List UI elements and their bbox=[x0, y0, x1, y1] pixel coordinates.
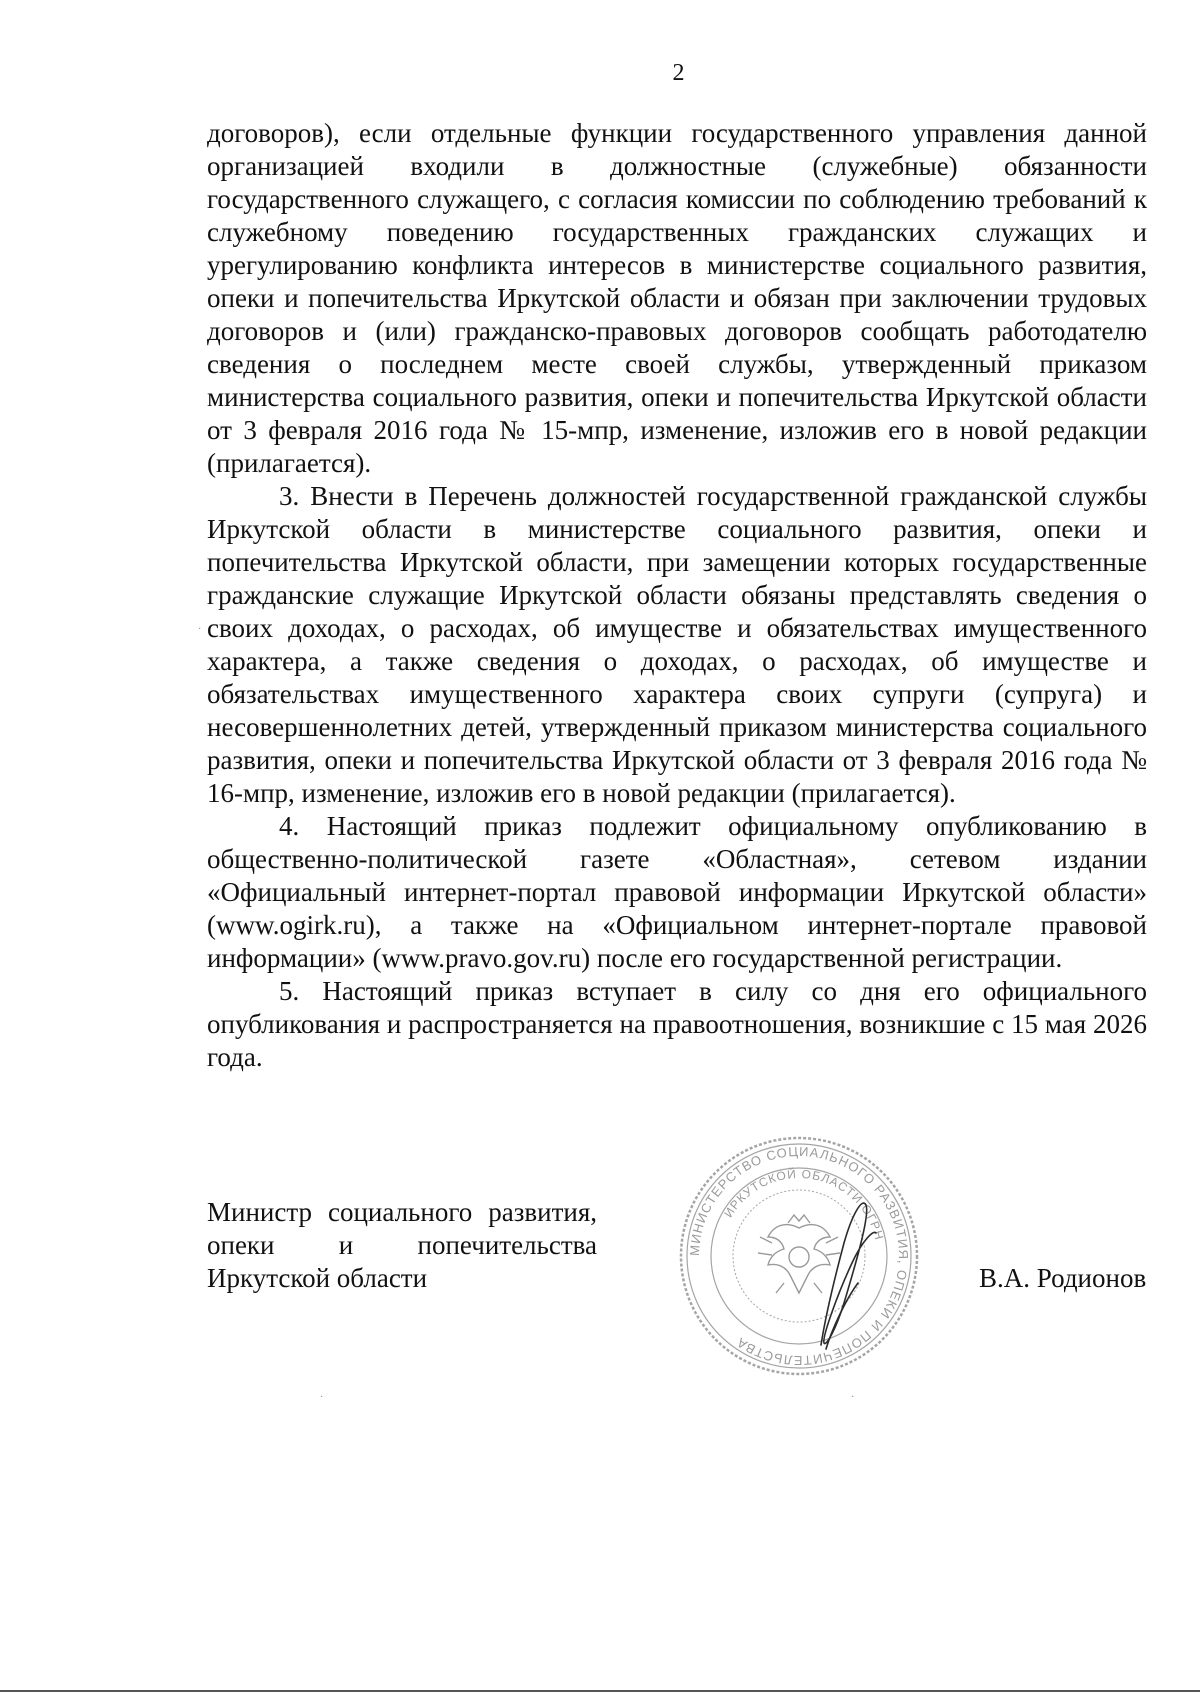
paragraph-item-5: 5. Настоящий приказ вступает в силу со дня его официального опубликования и распространяется на правоотношения, возникшие с 15 мая 2026 года. bbox=[207, 976, 1147, 1072]
paragraph-item-3: 3. Внести в Перечень должностей государственной гражданской службы Иркутской области в министерстве социального развития, опеки и попечительства Иркутской области, при замещении которых государственные гражданские служащие Иркутской области обязаны представлять сведения о своих доходах, о расходах, об имуществе и обязательствах имущественного характера, а также сведения о доходах, о расходах, об имуществе и обязательствах имущественного характера своих супруги (супруга) и несовершеннолетних детей, утвержденный приказом министерства социального развития, опеки и попечительства Иркутской области от 3 февраля 2016 года № 16-мпр, изменение, изложив его в новой редакции (прилагается). bbox=[207, 481, 1147, 808]
scan-speck: · bbox=[198, 624, 202, 635]
page-bottom-edge bbox=[0, 1690, 1200, 1692]
official-seal bbox=[676, 1133, 922, 1379]
signatory-title-line: Иркутской области bbox=[207, 1263, 428, 1293]
page-number: 2 bbox=[672, 60, 685, 86]
document-body bbox=[207, 117, 1147, 1074]
scan-speck: · bbox=[851, 1392, 855, 1403]
seal-inner-text: ИРКУТСКОЙ ОБЛАСТИ ОГРН bbox=[721, 1166, 887, 1242]
paragraph-continuation: договоров), если отдельные функции государственного управления данной организацией входили в должностные (служебные) обязанности государственного служащего, с согласия комиссии по соблюдению требований к служебному поведению государственных гражданских служащих и урегулированию конфликта интересов в министерстве социального развития, опеки и попечительства Иркутской области и обязан при заключении трудовых договоров и (или) гражданско-правовых договоров сообщать работодателю сведения о последнем месте своей службы, утвержденный приказом министерства социального развития, опеки и попечительства Иркутской области от 3 февраля 2016 года № 15-мпр, изменение, изложив его в новой редакции (прилагается). bbox=[207, 118, 1147, 478]
emblem-icon bbox=[758, 1215, 840, 1293]
seal-outer-text: МИНИСТЕРСТВО СОЦИАЛЬНОГО РАЗВИТИЯ, ОПЕКИ И ПОПЕЧИТЕЛЬСТВА bbox=[686, 1143, 912, 1369]
paragraph-item-4: 4. Настоящий приказ подлежит официальному опубликованию в общественно-политической газете «Областная», сетевом издании «Официальный интернет-портал правовой информации Иркутской области» (www.ogirk.ru), а также на «Официальном интернет-портале правовой информации» (www.pravo.gov.ru) после его государственной регистрации. bbox=[207, 811, 1147, 973]
scan-speck: · bbox=[320, 1392, 324, 1403]
signatory-title-line: Министр социального развития, bbox=[207, 1197, 597, 1227]
signatory-name: В.А. Родионов bbox=[979, 1263, 1147, 1293]
signatory-title-line: опеки и попечительства bbox=[207, 1230, 597, 1260]
signatory-title bbox=[207, 1196, 597, 1295]
